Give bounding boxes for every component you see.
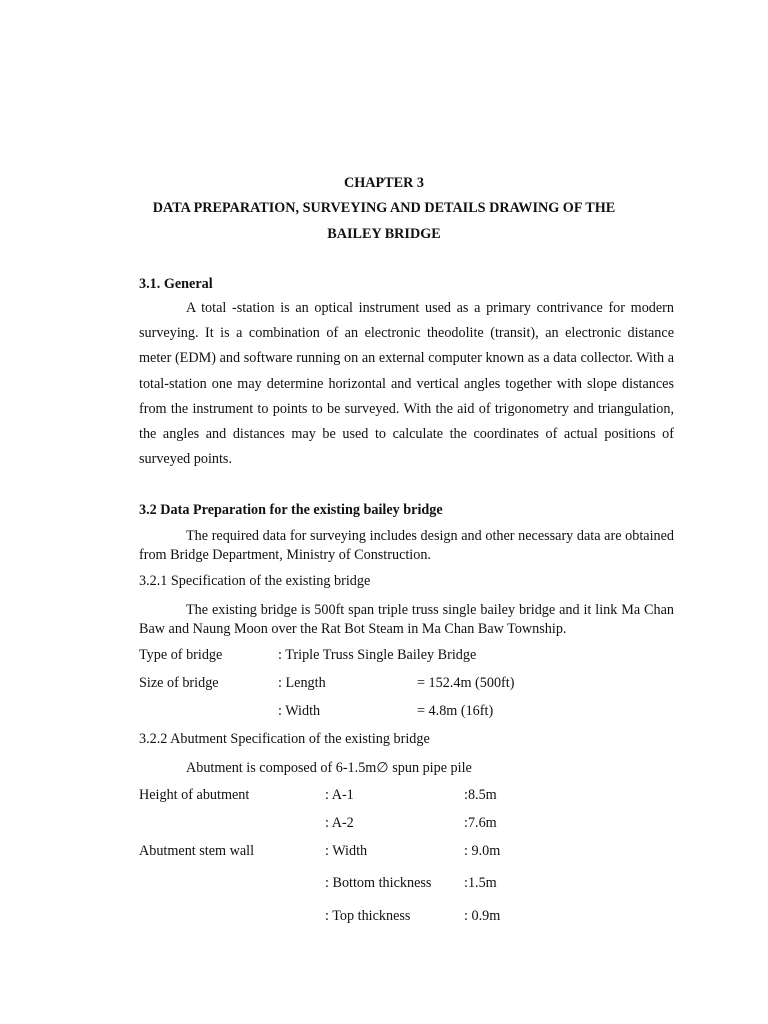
section-3-2-paragraph: The required data for surveying includes design and other necessary data are obtained from Bridge Department, Ministry of Construction. [139,528,674,563]
top-thickness-label: : Top thickness [325,908,411,924]
size-of-bridge-label: Size of bridge [139,675,219,691]
bottom-thickness-value: :1.5m [464,875,497,891]
type-of-bridge-label: Type of bridge [139,647,223,663]
abutment-a1-label: : A-1 [325,787,354,803]
abutment-a2-value: :7.6m [464,815,497,831]
stem-width-value: : 9.0m [464,843,501,859]
section-3-1-heading: 3.1. General [139,276,213,292]
abutment-a1-value: :8.5m [464,787,497,803]
chapter-title-line-2: BAILEY BRIDGE [327,226,441,242]
length-label: : Length [278,675,326,691]
width-value: = 4.8m (16ft) [417,703,494,719]
chapter-number: CHAPTER 3 [343,175,424,191]
section-3-1-paragraph: A total -station is an optical instrument used as a primary contrivance for modern surveying. It is a combination of an electronic theodolite (transit), an electronic distance meter (EDM) and software running on an external computer known as a data collector. With a total-station one may determine horizontal and vertical angles together with slope distances from the instrument to points to be surveyed. With the aid of trigonometry and triangulation, the angles and distances may be used to calculate the coordinates of actual positions of surveyed points. [139,300,674,468]
abutment-stem-wall-label: Abutment stem wall [139,843,255,859]
abutment-a2-label: : A-2 [325,815,354,831]
chapter-title-line-1: DATA PREPARATION, SURVEYING AND DETAILS DRAWING OF THE [152,200,616,216]
section-3-2-1-paragraph: The existing bridge is 500ft span triple truss single bailey bridge and it link Ma Chan Baw and Naung Moon over the Rat Bot Steam in Ma Chan Baw Township. [139,602,674,637]
section-3-2-1-heading: 3.2.1 Specification of the existing bridge [139,573,371,589]
type-of-bridge-value: : Triple Truss Single Bailey Bridge [278,647,477,663]
height-of-abutment-label: Height of abutment [139,787,250,803]
length-value: = 152.4m (500ft) [417,675,515,691]
section-3-2-heading: 3.2 Data Preparation for the existing bailey bridge [139,502,443,518]
stem-width-label: : Width [325,843,368,859]
abutment-intro: Abutment is composed of 6-1.5m∅ spun pipe pile [186,760,472,776]
top-thickness-value: : 0.9m [464,908,501,924]
section-3-2-2-heading: 3.2.2 Abutment Specification of the existing bridge [139,731,430,747]
width-label: : Width [278,703,321,719]
bottom-thickness-label: : Bottom thickness [325,875,432,891]
